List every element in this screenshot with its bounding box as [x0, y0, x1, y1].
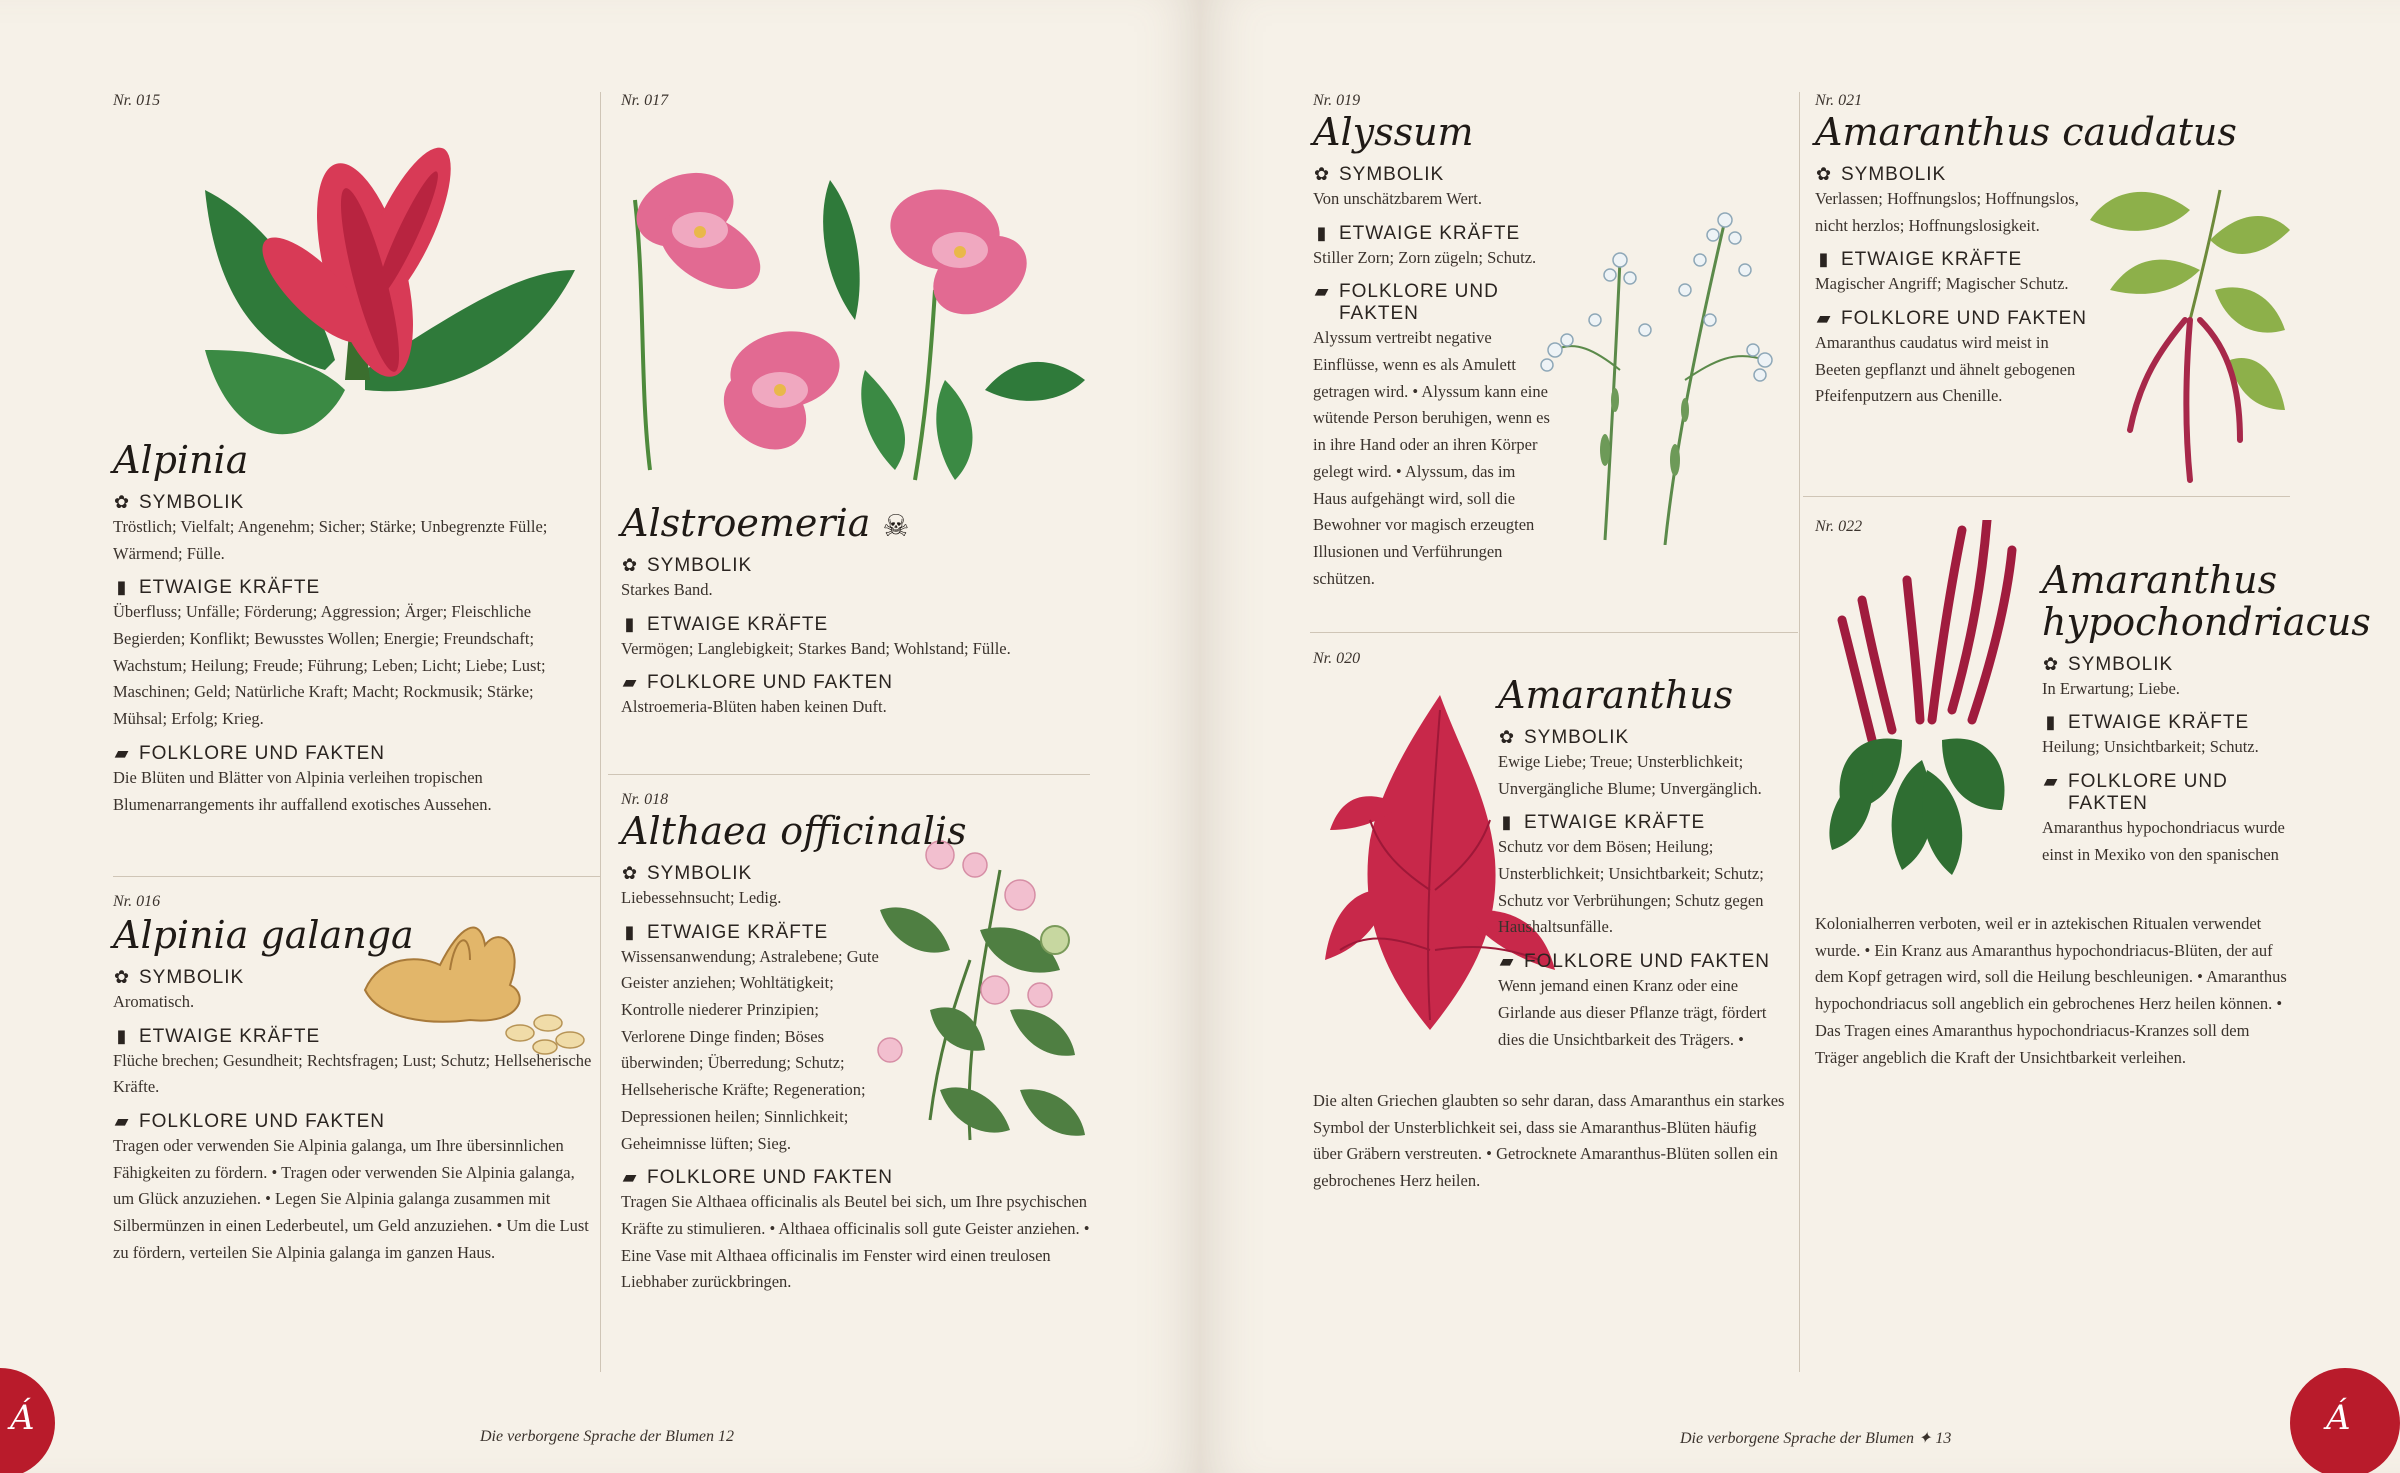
symbolik-text: Aromatisch. [113, 991, 195, 1011]
section-folklore: ▰ FOLKLORE UND FAKTEN [114, 742, 385, 764]
alpinia-illustration [195, 120, 585, 460]
entry-015-body [113, 440, 588, 818]
amaranthus-hypochondriacus-illustration [1812, 520, 2042, 880]
folklore-text: Tragen oder verwenden Sie Alpinia galanga, um Ihre übersinnlichen Fähigkeiten zu fördern. • Tragen oder verwenden Sie Alpinia galanga, um Glück anzuziehen. • Legen Sie Alpinia galanga zusammen mit Silbermünzen in einen Lederbeutel, um Geld anzuziehen. • Um die Lust zu fördern, verteilen Sie Alpinia galanga im ganzen Haus. [113, 1135, 589, 1262]
folklore-text: Wenn jemand einen Kranz oder eine Girlande aus dieser Pflanze trägt, fördert dies die Unsichtbarkeit des Trägers. • [1498, 976, 1767, 1049]
page-footer-right: Die verborgene Sprache der Blumen ✦ 13 [1680, 1430, 1952, 1447]
book-icon: ▰ [2043, 771, 2059, 792]
entry-title: Alyssum [1313, 110, 1474, 154]
folklore-continued: Kolonialherren verboten, weil er in aztekischen Ritualen verwendet wurde. • Ein Kranz aus Amaranthus hypochondriacus-Blüten, der auf dem Kopf getragen wird, soll die Heilung beschleunigen. • Amaranthus hypochondriacus soll angeblich ein gebrochenes Herz heilen können. • Das Tragen eines Amaranthus hypochondriacus-Kranzes soll dem Träger angeblich die Kraft der Unsichtbarkeit verleihen. [1815, 914, 2287, 1067]
folklore-continued: Die alten Griechen glaubten so sehr daran, dass Amaranthus ein starkes Symbol der Unsterblichkeit sei, dass sie Amaranthus-Blüten häufig über Gräbern verstreuten. • Getrocknete Amaranthus-Blüten sollen ein gebrochenes Herz heilen. [1313, 1091, 1785, 1191]
entry-020 [1313, 650, 1788, 668]
entry-title: Amaranthus hypochondriacus [2042, 558, 2371, 644]
entry-020-body [1498, 675, 1788, 1053]
symbolik-text: In Erwartung; Liebe. [2042, 678, 2180, 698]
section-symbolik: ✿ SYMBOLIK [113, 966, 245, 988]
candle-icon: ▮ [116, 577, 128, 598]
book-icon: ▰ [1499, 951, 1515, 972]
entry-title: Amaranthus [1498, 673, 1734, 717]
section-folklore: ▰ FOLKLORE UND FAKTEN [114, 1110, 385, 1132]
section-folklore: ▰ FOLKLORE UND FAKTEN [622, 1167, 893, 1189]
entry-number: Nr. 021 [1815, 92, 1863, 109]
entry-number: Nr. 016 [113, 893, 161, 910]
column-divider [600, 92, 601, 1372]
section-symbolik: ✿ SYMBOLIK [1313, 163, 1445, 185]
divider [113, 876, 600, 877]
entry-title: Althaea officinalis [621, 809, 967, 853]
book-icon: ▰ [622, 1167, 638, 1188]
folklore-text: Amaranthus hypochondriacus wurde einst in Mexiko von den spanischen [2042, 818, 2285, 864]
kraefte-text: Überfluss; Unfälle; Förderung; Aggression; Ärger; Fleischliche Begierden; Konflikt; Bewusstes Wollen; Energie; Freundschaft; Wachstum; Heilung; Freude; Führung; Leben; Licht; Liebe; Lust; Maschinen; Geld; Natürliche Kraft; Macht; Rockmusik; Stärke; Mühsal; Erfolg; Krieg. [113, 602, 546, 729]
section-symbolik: ✿ SYMBOLIK [1498, 726, 1630, 748]
candle-icon: ▮ [1316, 222, 1328, 243]
entry-number: Nr. 017 [621, 92, 669, 109]
entry-021 [1815, 92, 2295, 410]
kraefte-text: Schutz vor dem Bösen; Heilung; Unsterblichkeit; Unsichtbarkeit; Schutz; Schutz vor Verbrühungen; Schutz gegen Haushaltsunfälle. [1498, 837, 1764, 937]
folklore-text: Die Blüten und Blätter von Alpinia verleihen tropischen Blumenarrangements ihr auffallend exotisches Aussehen. [113, 767, 492, 814]
entry-017 [621, 92, 1081, 110]
candle-icon: ▮ [1501, 812, 1513, 833]
section-folklore: ▰ FOLKLORE UND FAKTEN [2043, 771, 2228, 815]
folklore-text: Amaranthus caudatus wird meist in Beeten gepflanzt und ähnelt gebogenen Pfeifenputzern aus Chenille. [1815, 332, 2076, 406]
candle-icon: ▮ [2045, 712, 2057, 733]
section-kraefte: ▮ ETWAIGE KRÄFTE [621, 614, 1081, 636]
section-symbolik: ✿ SYMBOLIK [113, 491, 245, 513]
section-folklore: ▰ FOLKLORE UND FAKTEN [1314, 281, 1499, 325]
symbolik-text: Starkes Band. [621, 579, 713, 599]
symbolik-text: Tröstlich; Vielfalt; Angenehm; Sicher; Stärke; Unbegrenzte Fülle; Wärmend; Fülle. [113, 516, 548, 563]
kraefte-text: Flüche brechen; Gesundheit; Rechtsfragen; Lust; Schutz; Hellseherische Kräfte. [113, 1050, 592, 1097]
section-kraefte: ▮ ETWAIGE KRÄFTE [1313, 223, 1743, 245]
entry-title: Alpinia galanga [113, 913, 414, 957]
folklore-text: Alyssum vertreibt negative Einflüsse, wenn es als Amulett getragen wird. • Alyssum kann eine wütende Person beruhigen, wenn es in ihre Hand oder an ihren Körper gelegt wird. • Alyssum, das im Haus aufgehängt wird, soll die Bewohner vor magisch erzeugten Illusionen und Verführungen schützen. [1313, 328, 1550, 588]
candle-icon: ▮ [624, 613, 636, 634]
rose-icon: ✿ [113, 966, 131, 987]
entry-number: Nr. 020 [1313, 650, 1361, 667]
kraefte-text: Heilung; Unsichtbarkeit; Schutz. [2042, 737, 2259, 757]
entry-019 [1313, 92, 1743, 592]
divider [608, 774, 1090, 775]
entry-title: Amaranthus caudatus [1815, 110, 2237, 154]
kraefte-text: Magischer Angriff; Magischer Schutz. [1815, 274, 2069, 294]
kraefte-text: Vermögen; Langlebigkeit; Starkes Band; Wohlstand; Fülle. [621, 638, 1011, 658]
book-icon: ▰ [1816, 307, 1832, 328]
divider [1310, 632, 1798, 633]
section-kraefte: ▮ ETWAIGE KRÄFTE [2042, 712, 2297, 734]
section-kraefte: ▮ ETWAIGE KRÄFTE [113, 1026, 593, 1048]
rose-icon: ✿ [2042, 653, 2060, 674]
section-folklore: ▰ FOLKLORE UND FAKTEN [1816, 307, 2087, 329]
entry-017-body [621, 503, 1081, 721]
entry-number: Nr. 018 [621, 791, 669, 808]
kraefte-text: Stiller Zorn; Zorn zügeln; Schutz. [1313, 247, 1537, 267]
entry-016 [113, 893, 593, 1267]
corner-badge: Á [0, 1368, 55, 1473]
right-page [1200, 0, 2400, 1473]
page-footer-left: Die verborgene Sprache der Blumen 12 [480, 1428, 734, 1445]
section-kraefte: ▮ ETWAIGE KRÄFTE [621, 922, 1091, 944]
section-kraefte: ▮ ETWAIGE KRÄFTE [113, 577, 588, 599]
rose-icon: ✿ [621, 554, 639, 575]
rose-icon: ✿ [113, 491, 131, 512]
rose-icon: ✿ [1498, 726, 1516, 747]
entry-title: Alstroemeria ☠ [621, 501, 910, 545]
rose-icon: ✿ [1313, 163, 1331, 184]
candle-icon: ▮ [1818, 249, 1830, 270]
book-icon: ▰ [114, 1110, 130, 1131]
candle-icon: ▮ [624, 921, 636, 942]
symbolik-text: Ewige Liebe; Treue; Unsterblichkeit; Unvergängliche Blume; Unvergänglich. [1498, 751, 1762, 798]
symbolik-text: Verlassen; Hoffnungslos; Hoffnungslos, nicht herzlos; Hoffnungslosigkeit. [1815, 188, 2079, 235]
book-icon: ▰ [1314, 281, 1330, 302]
corner-badge: Á [2290, 1368, 2400, 1473]
entry-022-body [2042, 558, 2371, 868]
candle-icon: ▮ [116, 1025, 128, 1046]
rose-icon: ✿ [621, 862, 639, 883]
section-folklore: ▰ FOLKLORE UND FAKTEN [622, 672, 893, 694]
section-symbolik: ✿ SYMBOLIK [621, 554, 753, 576]
entry-022 [1815, 518, 2295, 536]
entry-number: Nr. 019 [1313, 92, 1361, 109]
entry-018 [621, 791, 1091, 1296]
section-folklore: ▰ FOLKLORE UND FAKTEN [1499, 951, 1770, 973]
book-icon: ▰ [114, 742, 130, 763]
section-kraefte: ▮ ETWAIGE KRÄFTE [1815, 249, 2295, 271]
section-kraefte: ▮ ETWAIGE KRÄFTE [1498, 812, 1788, 834]
alstroemeria-illustration [615, 140, 1090, 485]
entry-number: Nr. 022 [1815, 518, 1863, 535]
kraefte-text: Wissensanwendung; Astralebene; Gute Geister anziehen; Wohltätigkeit; Kontrolle niederer Prinzipien; Verlorene Dinge finden; Böses überwinden; Überredung; Schutz; Hellseherische Kräfte; Regeneration; Depressionen heilen; Sinnlichkeit; Geheimnisse lüften; Sieg. [621, 946, 879, 1153]
column-divider [1799, 92, 1800, 1372]
section-symbolik: ✿ SYMBOLIK [2042, 653, 2174, 675]
folklore-text: Alstroemeria-Blüten haben keinen Duft. [621, 697, 887, 717]
book-icon: ▰ [622, 672, 638, 693]
section-symbolik: ✿ SYMBOLIK [1815, 163, 1947, 185]
folklore-text: Tragen Sie Althaea officinalis als Beutel bei sich, um Ihre psychischen Kräfte zu stimulieren. • Althaea officinalis soll gute Geister anziehen. • Eine Vase mit Althaea officinalis im Fenster wird einen treulosen Liebhaber zurückbringen. [621, 1192, 1090, 1292]
symbolik-text: Liebessehnsucht; Ledig. [621, 887, 782, 907]
symbolik-text: Von unschätzbarem Wert. [1313, 188, 1482, 208]
entry-015 [113, 92, 588, 110]
entry-number: Nr. 015 [113, 92, 161, 109]
skull-icon: ☠ [882, 509, 910, 544]
entry-title: Alpinia [113, 438, 249, 482]
section-symbolik: ✿ SYMBOLIK [621, 862, 753, 884]
divider [1803, 496, 2290, 497]
rose-icon: ✿ [1815, 163, 1833, 184]
